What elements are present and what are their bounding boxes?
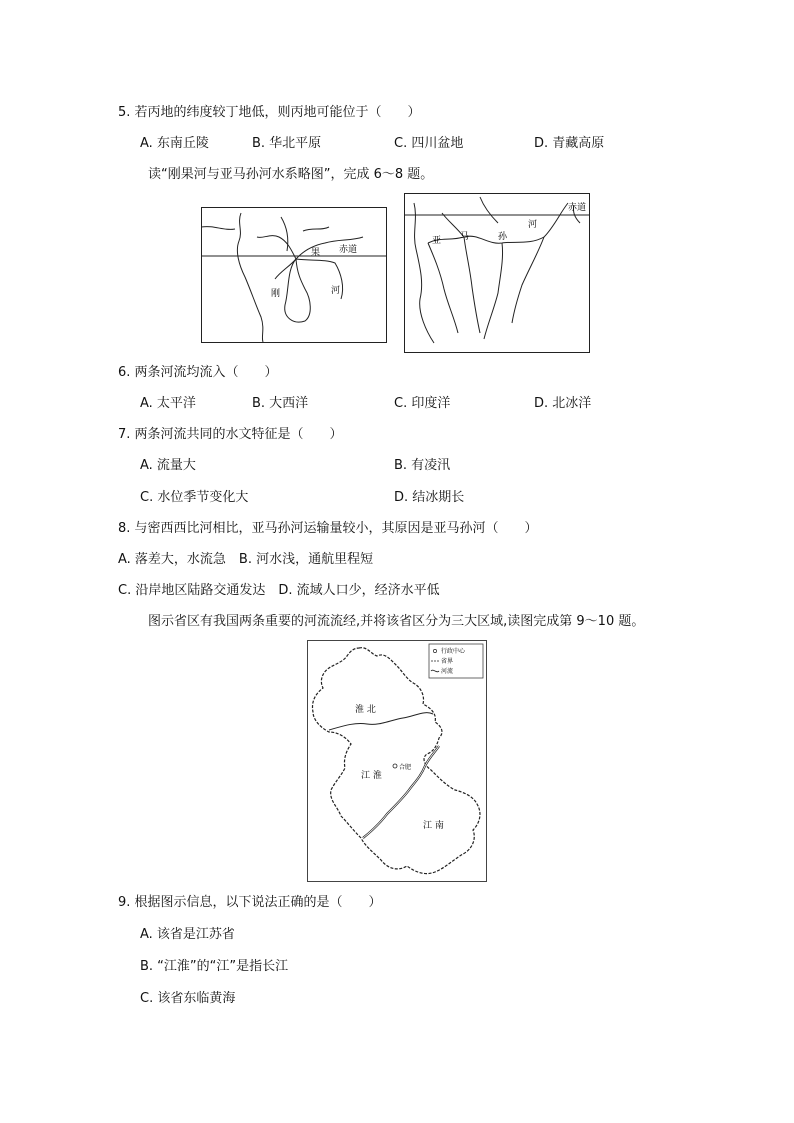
q7-option-a: A. 流量大 — [140, 458, 196, 473]
q7-option-d: D. 结冰期长 — [394, 490, 465, 505]
region-huaibei: 淮 北 — [355, 705, 376, 715]
legend-river: 河流 — [441, 668, 454, 675]
congo-label-2: 果 — [311, 248, 321, 258]
region-jiangnan: 江 南 — [423, 821, 444, 831]
amazon-label-4: 河 — [528, 220, 538, 230]
legend-border: 省界 — [441, 658, 454, 665]
q5-option-d: D. 青藏高原 — [534, 136, 605, 151]
q7-option-c: C. 水位季节变化大 — [140, 490, 249, 505]
capital-label: 合肥 — [399, 764, 412, 771]
amazon-label-3: 孙 — [498, 232, 508, 242]
q6-option-a: A. 太平洋 — [140, 396, 196, 411]
congo-label-1: 刚 — [271, 289, 281, 299]
legend-capital: 行政中心 — [441, 648, 466, 655]
amazon-label-1: 亚 — [432, 236, 442, 246]
q6-option-b: B. 大西洋 — [252, 396, 309, 411]
q6-option-c: C. 印度洋 — [394, 396, 451, 411]
q8-options-cd: C. 沿岸地区陆路交通发达 D. 流域人口少，经济水平低 — [118, 583, 440, 598]
q9-option-b: B. “江淮”的“江”是指长江 — [140, 959, 289, 974]
q7-stem: 7. 两条河流共同的水文特征是（ ） — [118, 427, 343, 442]
q8-stem: 8. 与密西西比河相比，亚马孙河运输量较小，其原因是亚马孙河（ ） — [118, 521, 538, 536]
q6-stem: 6. 两条河流均流入（ ） — [118, 365, 278, 380]
congo-equator-label: 赤道 — [339, 245, 358, 255]
congo-label-3: 河 — [331, 286, 341, 296]
amazon-equator-label: 赤道 — [568, 203, 587, 213]
q9-stem: 9. 根据图示信息，以下说法正确的是（ ） — [118, 895, 382, 910]
q5-stem: 5. 若丙地的纬度较丁地低，则丙地可能位于（ ） — [118, 105, 421, 120]
intro-9-10: 图示省区有我国两条重要的河流流经,并将该省区分为三大区域,读图完成第 9～10 题。 — [148, 614, 645, 629]
q9-option-a: A. 该省是江苏省 — [140, 927, 235, 942]
region-jianghuai: 江 淮 — [361, 771, 382, 781]
q7-option-b: B. 有凌汛 — [394, 458, 451, 473]
q8-options-ab: A. 落差大，水流急 B. 河水浅，通航里程短 — [118, 552, 374, 567]
amazon-label-2: 马 — [460, 232, 470, 242]
province-map — [307, 640, 487, 882]
amazon-river-map — [404, 193, 590, 353]
q5-option-b: B. 华北平原 — [252, 136, 322, 151]
q6-option-d: D. 北冰洋 — [534, 396, 592, 411]
congo-river-map — [201, 207, 387, 343]
q9-option-c: C. 该省东临黄海 — [140, 991, 236, 1006]
q5-option-c: C. 四川盆地 — [394, 136, 464, 151]
intro-6-8: 读“刚果河与亚马孙河水系略图”，完成 6～8 题。 — [148, 167, 434, 182]
q5-option-a: A. 东南丘陵 — [140, 136, 209, 151]
